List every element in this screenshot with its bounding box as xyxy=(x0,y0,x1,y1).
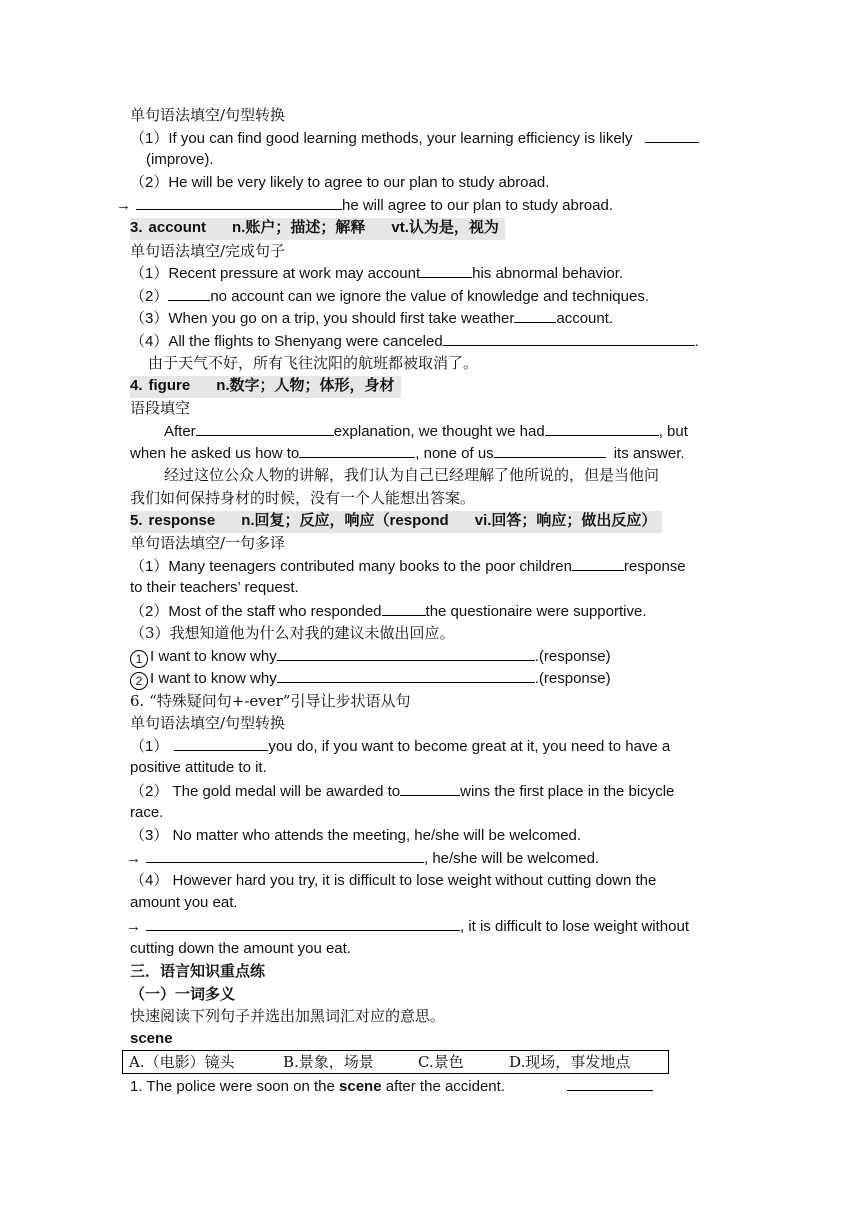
answer-blank[interactable] xyxy=(494,443,606,458)
answer-blank[interactable] xyxy=(545,421,659,436)
s6-question-4-rewrite-cont: cutting down the amount you eat. xyxy=(130,940,351,957)
s3-question-4-translation: 由于天气不好，所有飞往沈阳的航班都被取消了。 xyxy=(148,354,479,372)
answer-blank[interactable] xyxy=(277,646,535,661)
s4-heading: 4. figure n.数字；人物；体形，身材 xyxy=(130,376,401,398)
s5-type-label: 单句语法填空/一句多译 xyxy=(130,534,286,552)
answer-blank[interactable] xyxy=(443,331,695,346)
s5-question-1: （1）Many teenagers contributed many books to the poor children response xyxy=(130,558,686,575)
s6-question-4-rewrite: → , it is difficult to lose weight without xyxy=(126,918,689,935)
s6-title: 6. “特殊疑问句+-ever”引导让步状语从句 xyxy=(130,692,411,710)
arrow-right-icon: → xyxy=(126,918,141,935)
answer-blank[interactable] xyxy=(514,308,556,323)
s2-question-2: （2）He will be very likely to agree to our plan to study abroad. xyxy=(130,174,550,191)
part3-question-1: 1. The police were soon on the scene after the accident. xyxy=(130,1076,653,1098)
s2-question-2-rewrite: → he will agree to our plan to study abroad. xyxy=(116,197,614,214)
answer-blank[interactable] xyxy=(277,668,535,683)
s5-question-3: （3）我想知道他为什么对我的建议未做出回应。 xyxy=(130,624,455,642)
s6-question-4: （4） However hard you try, it is difficult to lose weight without cutting down the xyxy=(130,872,657,889)
s2-question-1: （1）If you can find good learning methods, your learning efficiency is likely xyxy=(130,128,699,150)
part3-instructions: 快速阅读下列句子并选出加黑词汇对应的意思。 xyxy=(130,1007,446,1025)
s2-type-label: 单句语法填空/句型转换 xyxy=(130,106,286,124)
s4-paragraph-line-1: After explanation, we thought we had , but xyxy=(164,423,688,440)
s6-question-1-cont: positive attitude to it. xyxy=(130,759,267,776)
s5-question-2: （2）Most of the staff who responded the questionaire were supportive. xyxy=(130,603,647,620)
answer-blank[interactable] xyxy=(645,128,699,143)
answer-blank[interactable] xyxy=(382,601,426,616)
option-b: B.景象，场景 xyxy=(283,1053,374,1071)
arrow-right-icon: → xyxy=(126,850,141,867)
option-a: A.（电影）镜头 xyxy=(129,1053,235,1071)
s4-translation-line-1: 经过这位公众人物的讲解，我们认为自己已经理解了他所说的，但是当他问 xyxy=(164,466,660,484)
s4-paragraph-line-2: when he asked us how to , none of us its answer. xyxy=(130,445,685,462)
s4-type-label: 语段填空 xyxy=(130,399,191,417)
s6-type-label: 单句语法填空/句型转换 xyxy=(130,714,286,732)
s5-option-1: 1 I want to know why .(response) xyxy=(130,646,611,668)
s6-question-1: （1） you do, if you want to become great at it, you need to have a xyxy=(130,738,671,755)
s6-question-4-cont: amount you eat. xyxy=(130,894,238,911)
answer-blank[interactable] xyxy=(146,848,424,863)
option-d: D.现场，事发地点 xyxy=(509,1053,631,1071)
answer-blank[interactable] xyxy=(168,286,210,301)
options-box xyxy=(122,1050,669,1074)
s5-option-2: 2 I want to know why .(response) xyxy=(130,668,611,690)
part3-subtitle: （一）一词多义 xyxy=(130,985,236,1003)
s6-question-2: （2） The gold medal will be awarded to wins the first place in the bicycle xyxy=(130,783,675,800)
answer-blank[interactable] xyxy=(146,916,460,931)
s6-question-3: （3） No matter who attends the meeting, he/she will be welcomed. xyxy=(130,827,582,844)
s4-translation-line-2: 我们如何保持身材的时候，没有一个人能想出答案。 xyxy=(130,489,476,507)
s3-question-2: （2） no account can we ignore the value of knowledge and techniques. xyxy=(130,288,649,305)
circled-number-2: 2 xyxy=(130,672,148,690)
answer-blank[interactable] xyxy=(196,421,334,436)
s5-heading: 5. response n.回复；反应，响应（respond vi.回答；响应；做出反应） xyxy=(130,511,662,533)
answer-blank[interactable] xyxy=(420,263,472,278)
part3-title: 三．语言知识重点练 xyxy=(130,962,266,980)
s3-question-3: （3）When you go on a trip, you should first take weather account. xyxy=(130,310,614,327)
answer-blank[interactable] xyxy=(567,1076,653,1091)
option-c: C.景色 xyxy=(418,1053,464,1071)
answer-blank[interactable] xyxy=(174,736,268,751)
circled-number-1: 1 xyxy=(130,650,148,668)
s6-question-3-rewrite: → , he/she will be welcomed. xyxy=(126,850,600,867)
arrow-right-icon: → xyxy=(116,197,131,214)
s3-type-label: 单句语法填空/完成句子 xyxy=(130,242,286,260)
s3-question-1: （1）Recent pressure at work may account his abnormal behavior. xyxy=(130,265,624,282)
s6-question-2-cont: race. xyxy=(130,804,164,821)
s3-question-4: （4）All the flights to Shenyang were canceled . xyxy=(130,333,699,350)
answer-blank[interactable] xyxy=(572,556,624,571)
s5-question-1-cont: to their teachers’ request. xyxy=(130,579,299,596)
answer-blank[interactable] xyxy=(400,781,460,796)
part3-word: scene xyxy=(130,1030,173,1047)
s2-question-1-hint: (improve). xyxy=(146,151,214,168)
answer-blank[interactable] xyxy=(136,195,342,210)
answer-blank[interactable] xyxy=(299,443,415,458)
s3-heading: 3. account n.账户；描述；解释 vt.认为是，视为 xyxy=(130,218,505,240)
